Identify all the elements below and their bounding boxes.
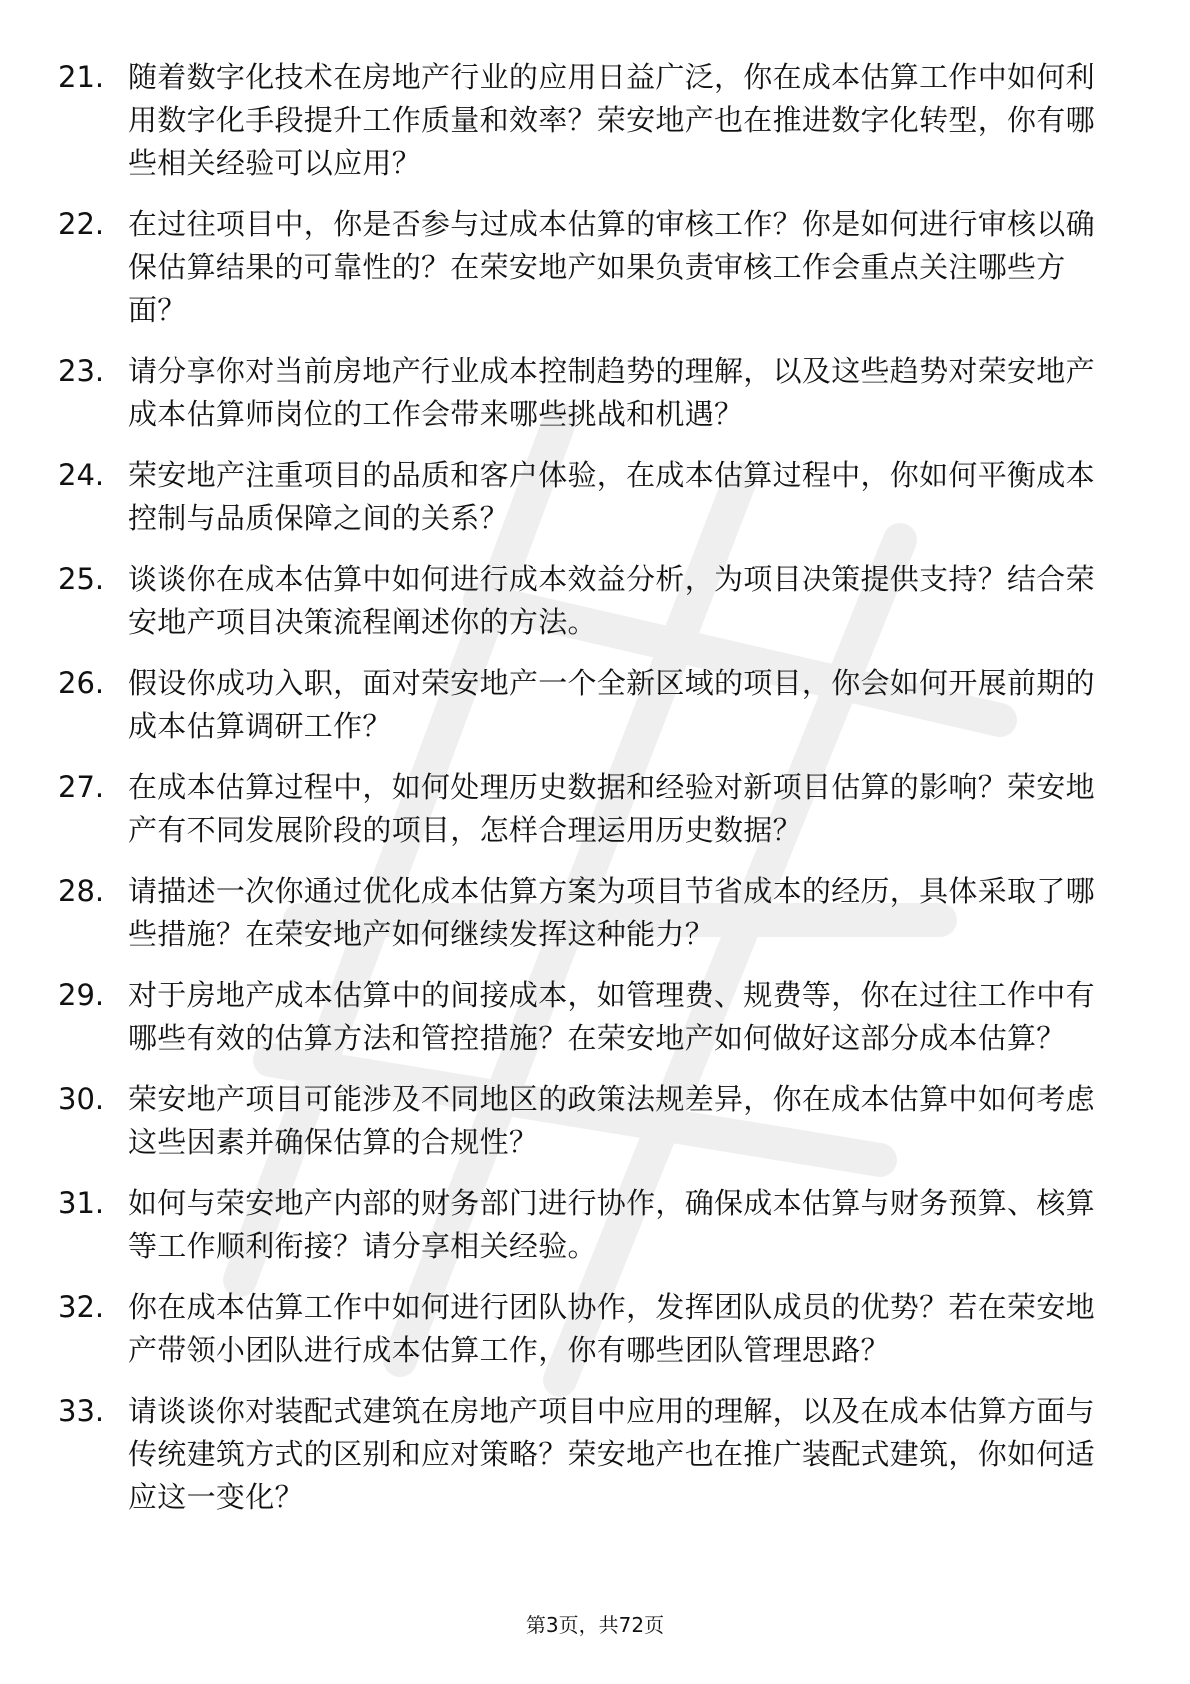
question-number: 30. — [58, 1082, 105, 1116]
question-item — [58, 350, 1118, 436]
question-item — [58, 974, 1118, 1060]
question-number: 24. — [58, 458, 105, 492]
question-text: 请描述一次你通过优化成本估算方案为项目节省成本的经历，具体采取了哪些措施？在荣安地产如何继续发挥这种能力？ — [128, 874, 1095, 951]
question-text: 假设你成功入职，面对荣安地产一个全新区域的项目，你会如何开展前期的成本估算调研工作？ — [128, 666, 1095, 743]
question-item — [58, 454, 1118, 540]
question-text: 如何与荣安地产内部的财务部门进行协作，确保成本估算与财务预算、核算等工作顺利衔接？请分享相关经验。 — [128, 1186, 1095, 1263]
question-number: 29. — [58, 978, 105, 1012]
question-item — [58, 1078, 1118, 1164]
question-text: 你在成本估算工作中如何进行团队协作，发挥团队成员的优势？若在荣安地产带领小团队进行成本估算工作，你有哪些团队管理思路？ — [128, 1290, 1095, 1367]
question-number: 28. — [58, 874, 105, 908]
page-footer: 第3页，共72页 — [525, 1613, 665, 1637]
question-text: 随着数字化技术在房地产行业的应用日益广泛，你在成本估算工作中如何利用数字化手段提升工作质量和效率？荣安地产也在推进数字化转型，你有哪些相关经验可以应用？ — [128, 60, 1095, 180]
question-text: 在成本估算过程中，如何处理历史数据和经验对新项目估算的影响？荣安地产有不同发展阶段的项目，怎样合理运用历史数据？ — [128, 770, 1095, 847]
question-item — [58, 870, 1118, 956]
question-text: 对于房地产成本估算中的间接成本，如管理费、规费等，你在过往工作中有哪些有效的估算方法和管控措施？在荣安地产如何做好这部分成本估算？ — [128, 978, 1095, 1055]
question-item — [58, 558, 1118, 644]
question-number: 21. — [58, 60, 105, 94]
question-number: 33. — [58, 1394, 105, 1428]
question-item — [58, 56, 1118, 185]
question-text: 在过往项目中，你是否参与过成本估算的审核工作？你是如何进行审核以确保估算结果的可靠性的？在荣安地产如果负责审核工作会重点关注哪些方面？ — [128, 207, 1095, 327]
question-item — [58, 1390, 1118, 1519]
question-item — [58, 662, 1118, 748]
question-number: 23. — [58, 354, 105, 388]
question-number: 22. — [58, 207, 105, 241]
question-list — [58, 56, 1118, 1537]
question-number: 25. — [58, 562, 105, 596]
question-item — [58, 766, 1118, 852]
question-item — [58, 203, 1118, 332]
question-text: 荣安地产注重项目的品质和客户体验，在成本估算过程中，你如何平衡成本控制与品质保障之间的关系？ — [128, 458, 1095, 535]
question-number: 26. — [58, 666, 105, 700]
question-text: 请谈谈你对装配式建筑在房地产项目中应用的理解，以及在成本估算方面与传统建筑方式的区别和应对策略？荣安地产也在推广装配式建筑，你如何适应这一变化？ — [128, 1394, 1095, 1514]
question-item — [58, 1182, 1118, 1268]
question-text: 谈谈你在成本估算中如何进行成本效益分析，为项目决策提供支持？结合荣安地产项目决策流程阐述你的方法。 — [128, 562, 1095, 639]
question-number: 27. — [58, 770, 105, 804]
question-text: 荣安地产项目可能涉及不同地区的政策法规差异，你在成本估算中如何考虑这些因素并确保估算的合规性？ — [128, 1082, 1095, 1159]
question-text: 请分享你对当前房地产行业成本控制趋势的理解，以及这些趋势对荣安地产成本估算师岗位的工作会带来哪些挑战和机遇？ — [128, 354, 1095, 431]
question-number: 31. — [58, 1186, 105, 1220]
question-number: 32. — [58, 1290, 105, 1324]
question-item — [58, 1286, 1118, 1372]
